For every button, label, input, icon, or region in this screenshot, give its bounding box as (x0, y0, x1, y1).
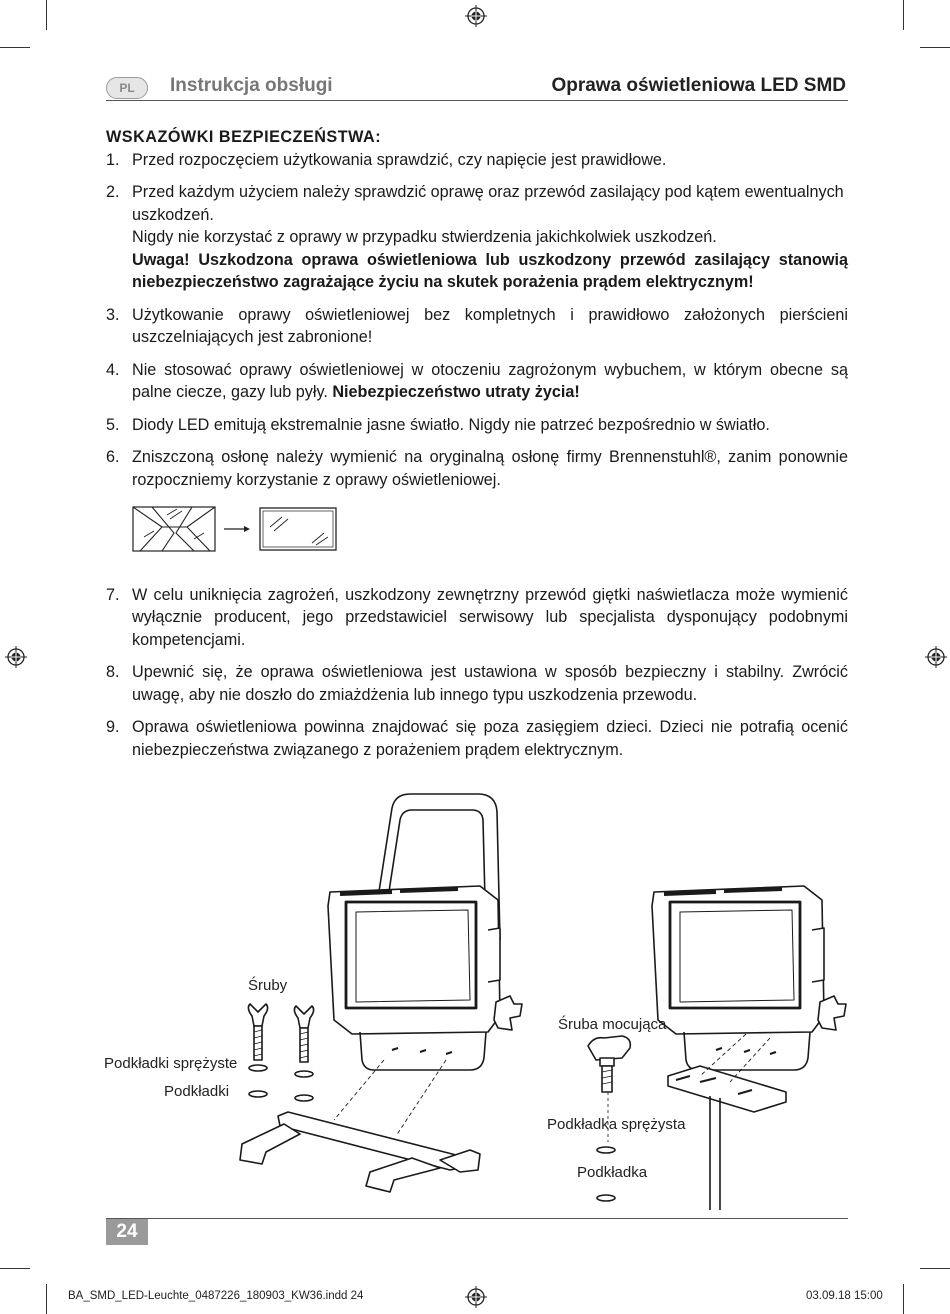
list-item (106, 446, 848, 491)
item-text: Użytkowanie oprawy oświetleniowej bez kompletnych i prawidłowo założonych pierścieni uszczelniających jest zabronione! (132, 305, 848, 346)
header-title-left: Instrukcja obsługi (170, 75, 333, 96)
crop-mark (0, 47, 30, 48)
crop-mark (46, 1284, 47, 1314)
registration-mark-icon (5, 646, 27, 668)
item-number: 8. (106, 663, 120, 681)
list-item (106, 716, 848, 761)
item-text: Zniszczoną osłonę należy wymienić na oryginalną osłonę firmy Brennenstuhl®, zanim ponownie rozpoczniemy korzystanie z oprawy oświetleniowej. (132, 448, 848, 489)
label-mounting-screw: Śruba mocująca (558, 1016, 667, 1033)
item-number: 5. (106, 415, 120, 434)
header-divider (106, 100, 848, 101)
language-badge: PL (106, 77, 148, 99)
crop-mark (0, 1268, 30, 1269)
item-text: W celu uniknięcia zagrożeń, uszkodzony zewnętrzny przewód giętki naświetlacza może wymienić wyłącznie producent, jego przedstawiciel serwisowy lub specjalista dysponujący podobnymi kompetencjami. (132, 585, 848, 649)
floodlight-lens-right (670, 902, 800, 1008)
item-number: 4. (106, 360, 120, 379)
item-text: Diody LED emitują ekstremalnie jasne światło. Nigdy nie patrzeć bezpośrednio w światło. (132, 415, 770, 434)
list-item (106, 304, 848, 349)
crop-mark (920, 47, 950, 48)
wing-screw (248, 1004, 267, 1026)
list-item (106, 661, 848, 706)
item-warning: Uwaga! Uszkodzona oprawa oświetleniowa lub uszkodzony przewód zasilający stanowią niebezpieczeństwo zagrażające życiu na skutek porażenia prądem elektrycznym! (132, 250, 848, 291)
mounting-plate (668, 1066, 786, 1112)
label-washer: Podkładka (577, 1164, 648, 1181)
item-number: 7. (106, 585, 120, 604)
crop-mark (903, 1284, 904, 1314)
item-text-secondary: Nigdy nie korzystać z oprawy w przypadku stwierdzenia jakichkolwiek uszkodzeń. (132, 228, 717, 246)
label-washers: Podkładki (164, 1083, 230, 1100)
stand-base (278, 1112, 460, 1170)
print-slug-date: 03.09.18 15:00 (806, 1290, 883, 1302)
item-number: 9. (106, 718, 120, 736)
mounting-knob (588, 1036, 630, 1060)
label-spring-washer: Podkładka sprężysta (547, 1116, 686, 1133)
wing-screw (294, 1006, 313, 1028)
crop-mark (903, 0, 904, 30)
item-text: Nie stosować oprawy oświetleniowej w otoczeniu zagrożonym wybuchem, w którym obecne są palne ciecze, gazy lub pyły. (132, 360, 848, 401)
page-number: 24 (106, 1219, 148, 1245)
item-text: Przed każdym użyciem należy sprawdzić oprawę oraz przewód zasilający pod kątem ewentualnych uszkodzeń. (132, 183, 844, 224)
crop-mark (920, 1268, 950, 1269)
item-text: Upewnić się, że oprawa oświetleniowa jest ustawiona w sposób bezpieczny i stabilny. Zwrócić uwagę, aby nie doszło do zmiażdżenia lub innego typu uszkodzenia przewodu. (132, 663, 848, 704)
floodlight-lens-left (346, 902, 476, 1008)
item-number: 1. (106, 150, 120, 169)
label-screws: Śruby (248, 977, 288, 994)
list-item (106, 414, 848, 437)
list-item (106, 149, 848, 172)
item-number: 6. (106, 448, 120, 466)
item-text: Oprawa oświetleniowa powinna znajdować się poza zasięgiem dzieci. Dzieci nie potrafią ocenić niebezpieczeństwa związanego z porażeniem prądem elektrycznym. (132, 718, 848, 759)
print-slug-file: BA_SMD_LED-Leuchte_0487226_180903_KW36.indd 24 (68, 1290, 364, 1302)
header-title-right: Oprawa oświetleniowa LED SMD (551, 75, 846, 96)
registration-mark-icon (465, 5, 487, 27)
list-item (106, 584, 848, 652)
registration-mark-icon (925, 646, 947, 668)
item-number: 3. (106, 305, 120, 324)
section-title: WSKAZÓWKI BEZPIECZEŃSTWA: (106, 128, 382, 146)
cover-replacement-illustration (132, 497, 352, 563)
list-item (106, 359, 848, 404)
registration-mark-icon (465, 1286, 487, 1308)
item-warning: Niebezpieczeństwo utraty życia! (332, 383, 580, 401)
assembly-diagram (0, 780, 950, 1210)
label-spring-washers: Podkładki sprężyste (104, 1055, 238, 1072)
footer-divider (106, 1218, 848, 1219)
item-number: 2. (106, 183, 120, 201)
item-text: Przed rozpoczęciem użytkowania sprawdzić, czy napięcie jest prawidłowe. (132, 150, 667, 169)
safety-instructions (106, 126, 848, 771)
crop-mark (46, 0, 47, 30)
list-item (106, 181, 848, 294)
